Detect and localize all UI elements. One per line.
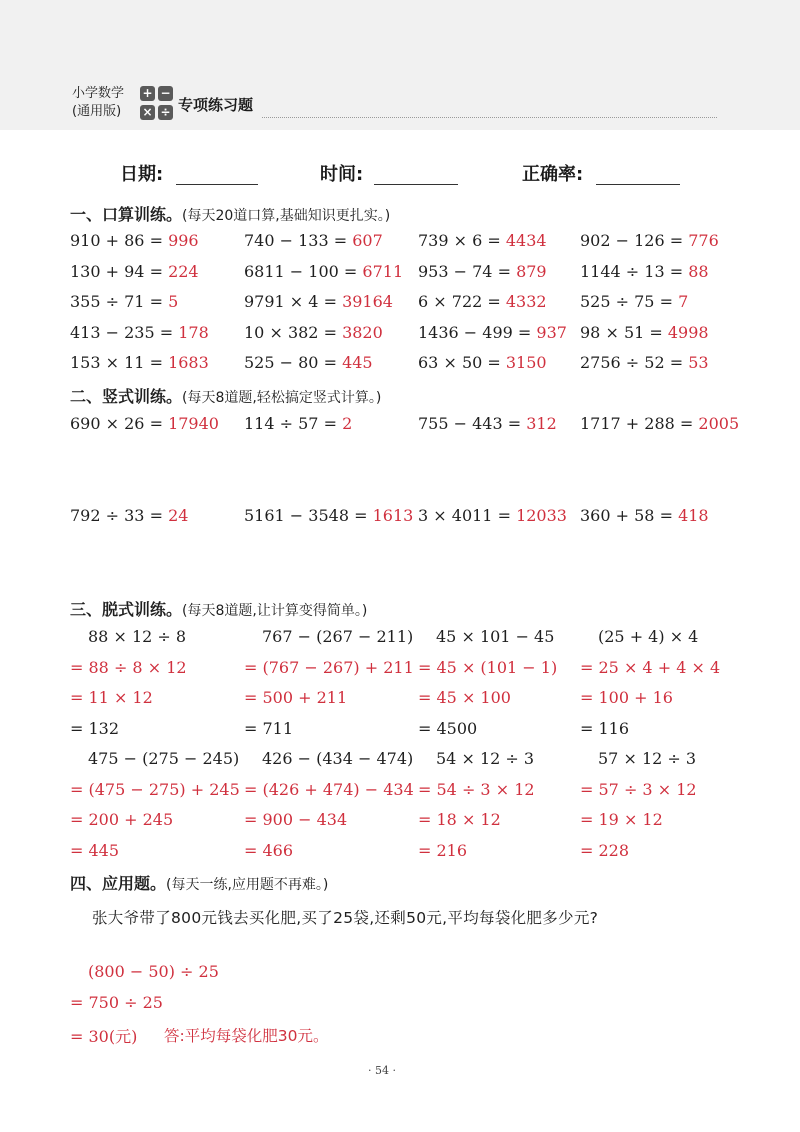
answer-text: 24 xyxy=(168,506,189,525)
question-text: 525 ÷ 75 = xyxy=(580,292,679,311)
answer-text: 607 xyxy=(352,231,383,250)
step-line: = 19 × 12 xyxy=(580,810,663,829)
word-problem-answer: 答:平均每袋化肥30元。 xyxy=(164,1027,329,1045)
date-blank xyxy=(176,184,258,185)
question-text: 10 × 382 = xyxy=(244,323,343,342)
step-line: = 88 ÷ 8 × 12 xyxy=(70,657,187,677)
equation xyxy=(580,231,719,250)
question-text: 63 × 50 = xyxy=(418,353,506,372)
section-stepwise-title: 三、脱式训练。(每天8道题,让计算变得简单。) xyxy=(70,600,368,619)
step-line: = 116 xyxy=(580,718,630,738)
expression: 426 − (434 − 474) xyxy=(262,749,414,768)
step-line: = 216 xyxy=(418,840,468,860)
answer-text: 445 xyxy=(342,353,373,372)
answer-text: 12033 xyxy=(516,506,567,525)
word-problem-text: 张大爷带了800元钱去买化肥,买了25袋,还剩50元,平均每袋化肥多少元? xyxy=(92,909,599,927)
step-line: = 45 × 100 xyxy=(418,688,511,707)
expression: (25 + 4) × 4 xyxy=(598,627,699,646)
question-text: 902 − 126 = xyxy=(580,231,689,250)
question-text: 130 + 94 = xyxy=(70,262,169,281)
answer-text: 39164 xyxy=(342,292,393,311)
expression: 767 − (267 − 211) xyxy=(262,627,414,646)
equation xyxy=(70,231,199,250)
answer-text: 418 xyxy=(678,506,709,525)
series-name: 小学数学 xyxy=(72,86,125,101)
equation xyxy=(580,323,709,342)
step-line: = 900 − 434 xyxy=(244,810,348,829)
answer-text: 5 xyxy=(168,292,179,311)
question-text: 6 × 722 = xyxy=(418,292,506,311)
step-line: = 18 × 12 xyxy=(418,810,501,829)
step-line: = 200 + 245 xyxy=(70,810,174,829)
answer-text: 2 xyxy=(342,414,353,433)
equation xyxy=(580,353,709,372)
equation xyxy=(418,506,567,525)
step-line: = 11 × 12 xyxy=(70,688,153,707)
answer-text: 7 xyxy=(678,292,689,311)
equation xyxy=(418,231,547,250)
question-text: 355 ÷ 71 = xyxy=(70,292,169,311)
question-text: 2756 ÷ 52 = xyxy=(580,353,689,372)
answer-text: 6711 xyxy=(362,262,404,281)
step-line: = (475 − 275) + 245 xyxy=(70,779,240,799)
equation xyxy=(70,506,188,525)
equation xyxy=(70,292,178,311)
step-line: = (426 + 474) − 434 xyxy=(244,779,414,799)
step-line: = 45 × (101 − 1) xyxy=(418,657,558,677)
answer-text: 3820 xyxy=(342,323,383,342)
question-text: 98 × 51 = xyxy=(580,323,668,342)
question-text: 413 − 235 = xyxy=(70,323,179,342)
equation xyxy=(580,414,739,433)
question-text: 792 ÷ 33 = xyxy=(70,506,169,525)
step-line: = (767 − 267) + 211 xyxy=(244,657,414,677)
divide-icon: ÷ xyxy=(158,105,173,120)
question-text: 525 − 80 = xyxy=(244,353,343,372)
question-text: 690 × 26 = xyxy=(70,414,169,433)
word-problem-step: = 30(元) xyxy=(70,1027,138,1046)
question-text: 910 + 86 = xyxy=(70,231,169,250)
equation xyxy=(580,262,709,281)
question-text: 9791 × 4 = xyxy=(244,292,343,311)
multiply-icon: × xyxy=(140,105,155,120)
answer-text: 776 xyxy=(688,231,719,250)
question-text: 740 − 133 = xyxy=(244,231,353,250)
word-problem-step: (800 − 50) ÷ 25 xyxy=(88,962,219,981)
answer-text: 4434 xyxy=(505,231,547,250)
answer-text: 1683 xyxy=(168,353,209,372)
step-line: = 57 ÷ 3 × 12 xyxy=(580,779,697,799)
step-line: = 100 + 16 xyxy=(580,688,673,707)
equation xyxy=(244,292,393,311)
expression: 57 × 12 ÷ 3 xyxy=(598,749,697,768)
answer-text: 2005 xyxy=(698,414,740,433)
time-label: 时间: xyxy=(320,164,364,185)
step-line: = 54 ÷ 3 × 12 xyxy=(418,779,535,799)
question-text: 360 + 58 = xyxy=(580,506,679,525)
plus-icon: + xyxy=(140,86,155,101)
equation xyxy=(418,353,547,372)
equation xyxy=(70,353,209,372)
question-text: 739 × 6 = xyxy=(418,231,506,250)
answer-text: 996 xyxy=(168,231,199,250)
equation xyxy=(244,323,383,342)
expression: 88 × 12 ÷ 8 xyxy=(88,627,187,646)
step-line: = 228 xyxy=(580,840,630,860)
equation xyxy=(70,262,199,281)
step-line: = 445 xyxy=(70,840,120,860)
equation xyxy=(418,414,557,433)
answer-text: 17940 xyxy=(168,414,219,433)
step-line: = 25 × 4 + 4 × 4 xyxy=(580,657,721,677)
section-word-problem-title: 四、应用题。(每天一练,应用题不再难。) xyxy=(70,874,329,893)
answer-text: 3150 xyxy=(505,353,547,372)
step-line: = 711 xyxy=(244,718,294,738)
question-text: 953 − 74 = xyxy=(418,262,517,281)
step-line: = 132 xyxy=(70,718,120,738)
answer-text: 88 xyxy=(688,262,709,281)
equation xyxy=(418,262,547,281)
equation xyxy=(418,292,547,311)
question-text: 3 × 4011 = xyxy=(418,506,517,525)
expression: 475 − (275 − 245) xyxy=(88,749,240,768)
accuracy-blank xyxy=(596,184,680,185)
equation xyxy=(580,506,709,525)
section-oral-title: 一、口算训练。(每天20道口算,基础知识更扎实。) xyxy=(70,205,391,224)
equation xyxy=(418,323,567,342)
header-divider xyxy=(262,117,717,118)
page-number: · 54 · xyxy=(368,1064,396,1077)
step-line: = 500 + 211 xyxy=(244,688,348,707)
question-text: 1717 + 288 = xyxy=(580,414,699,433)
question-text: 153 × 11 = xyxy=(70,353,169,372)
equation xyxy=(580,292,688,311)
equation xyxy=(244,353,373,372)
section-vertical-title: 二、竖式训练。(每天8道题,轻松搞定竖式计算。) xyxy=(70,387,382,406)
expression: 54 × 12 ÷ 3 xyxy=(436,749,535,768)
answer-text: 4332 xyxy=(505,292,547,311)
date-label: 日期: xyxy=(120,164,164,185)
question-text: 6811 − 100 = xyxy=(244,262,363,281)
series-edition: (通用版) xyxy=(72,104,122,119)
answer-text: 178 xyxy=(178,323,209,342)
step-line: = 4500 xyxy=(418,718,478,738)
answer-text: 937 xyxy=(536,323,567,342)
question-text: 1144 ÷ 13 = xyxy=(580,262,689,281)
answer-text: 879 xyxy=(516,262,547,281)
time-blank xyxy=(374,184,458,185)
answer-text: 224 xyxy=(168,262,199,281)
equation xyxy=(244,506,413,525)
question-text: 1436 − 499 = xyxy=(418,323,537,342)
equation xyxy=(70,414,219,433)
equation xyxy=(70,323,209,342)
expression: 45 × 101 − 45 xyxy=(436,627,555,646)
worksheet-title: 专项练习题 xyxy=(178,96,254,114)
equation xyxy=(244,414,352,433)
equation xyxy=(244,231,383,250)
answer-text: 4998 xyxy=(667,323,709,342)
equation xyxy=(244,262,403,281)
answer-text: 312 xyxy=(526,414,557,433)
accuracy-label: 正确率: xyxy=(522,164,584,185)
answer-text: 53 xyxy=(688,353,709,372)
question-text: 755 − 443 = xyxy=(418,414,527,433)
answer-text: 1613 xyxy=(372,506,414,525)
question-text: 5161 − 3548 = xyxy=(244,506,373,525)
word-problem-step: = 750 ÷ 25 xyxy=(70,993,163,1012)
operators-logo xyxy=(140,86,174,122)
question-text: 114 ÷ 57 = xyxy=(244,414,343,433)
minus-icon: − xyxy=(158,86,173,101)
step-line: = 466 xyxy=(244,840,294,860)
